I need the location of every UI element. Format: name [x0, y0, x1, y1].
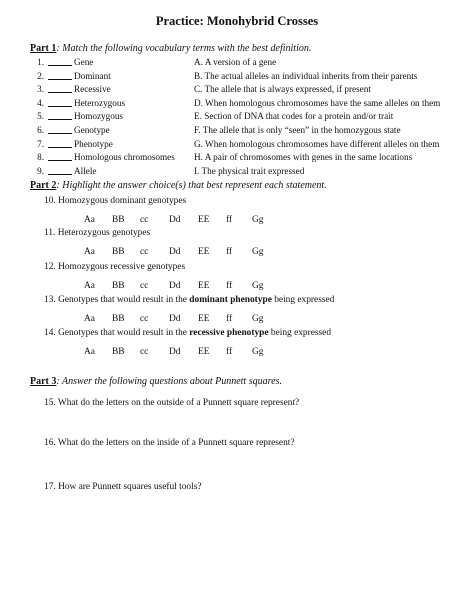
answer-blank[interactable]	[48, 174, 72, 175]
genotype-choice[interactable]: BB	[112, 347, 125, 357]
genotype-choice[interactable]: BB	[112, 215, 125, 225]
answer-blank[interactable]	[48, 79, 72, 80]
genotype-choice[interactable]: EE	[198, 215, 210, 225]
genotype-choice[interactable]: cc	[140, 215, 149, 225]
genotype-choice[interactable]: Aa	[84, 247, 95, 257]
genotype-choice[interactable]: Dd	[169, 347, 181, 357]
vocab-term: Homologous chromosomes	[74, 152, 175, 163]
vocab-number: 4.	[37, 97, 44, 108]
part1-heading	[30, 43, 311, 54]
genotype-choice[interactable]: cc	[140, 281, 149, 291]
part3-question: 17. How are Punnett squares useful tools?	[44, 482, 202, 492]
question-text: 11. Heterozygous genotypes	[44, 228, 151, 238]
part2-question	[44, 196, 186, 206]
genotype-choice[interactable]: Gg	[252, 314, 264, 324]
answer-blank[interactable]	[48, 92, 72, 93]
vocab-definition: D. When homologous chromosomes have the same alleles on them	[194, 97, 441, 108]
genotype-choice[interactable]: Aa	[84, 347, 95, 357]
genotype-choice[interactable]: EE	[198, 247, 210, 257]
vocab-term: Recessive	[74, 84, 111, 95]
answer-blank[interactable]	[48, 106, 72, 107]
answer-blank[interactable]	[48, 133, 72, 134]
genotype-choice[interactable]: ff	[226, 281, 233, 291]
part2-question	[44, 295, 334, 305]
genotype-choices	[0, 215, 474, 227]
genotype-choices	[0, 281, 474, 293]
vocab-row	[0, 57, 474, 70]
genotype-choice[interactable]: Dd	[169, 281, 181, 291]
genotype-choice[interactable]: ff	[226, 314, 233, 324]
part2-instruction: : Highlight the answer choice(s) that best represent each statement.	[56, 180, 327, 191]
vocab-term: Heterozygous	[74, 97, 126, 108]
vocab-row	[0, 71, 474, 84]
vocab-number: 1.	[37, 57, 44, 67]
vocab-number: 6.	[37, 125, 44, 135]
answer-blank[interactable]	[48, 147, 72, 148]
genotype-choice[interactable]: cc	[140, 314, 149, 324]
genotype-choice[interactable]: Aa	[84, 281, 95, 291]
genotype-choice[interactable]: EE	[198, 281, 210, 291]
vocab-definition: B. The actual alleles an individual inherits from their parents	[194, 70, 418, 81]
genotype-choice[interactable]: BB	[112, 247, 125, 257]
question-text: 14. Genotypes that would result in the	[44, 328, 190, 338]
vocab-definition: A. A version of a gene	[194, 57, 277, 67]
genotype-choice[interactable]: ff	[226, 247, 233, 257]
part3-question: 16. What do the letters on the inside of a Punnett square represent?	[44, 438, 295, 448]
vocab-number: 2.	[37, 70, 44, 81]
genotype-choice[interactable]: cc	[140, 247, 149, 257]
vocab-definition: G. When homologous chromosomes have different alleles on them	[194, 138, 440, 149]
part1-label: Part 1	[30, 43, 57, 54]
vocab-number: 9.	[37, 165, 44, 176]
part2-question	[44, 262, 185, 272]
vocab-row	[0, 139, 474, 152]
answer-blank[interactable]	[48, 119, 72, 120]
page-title: Practice: Monohybrid Crosses	[155, 14, 319, 28]
part2-question	[44, 228, 150, 238]
vocab-definition: I. The physical trait expressed	[194, 165, 305, 176]
vocab-term: Homozygous	[74, 111, 123, 122]
vocab-number: 3.	[37, 84, 44, 95]
genotype-choices	[0, 347, 474, 359]
part2-label: Part 2	[30, 180, 57, 191]
vocab-term: Allele	[74, 165, 97, 176]
vocab-row	[0, 111, 474, 124]
genotype-choice[interactable]: Dd	[169, 247, 181, 257]
genotype-choice[interactable]: Gg	[252, 281, 264, 291]
vocab-definition: C. The allele that is always expressed, if present	[194, 84, 371, 95]
vocab-definition: H. A pair of chromosomes with genes in the same locations	[194, 152, 413, 163]
genotype-choice[interactable]: Dd	[169, 215, 181, 225]
genotype-choice[interactable]: Gg	[252, 347, 264, 357]
part2-question	[44, 328, 331, 338]
part3-heading	[30, 376, 282, 387]
answer-blank[interactable]	[48, 65, 72, 66]
question-text: 10. Homozygous dominant genotypes	[44, 196, 187, 206]
question-text-end: being expressed	[271, 295, 335, 305]
part3-instruction: : Answer the following questions about Punnett squares.	[56, 376, 282, 387]
genotype-choice[interactable]: BB	[112, 314, 125, 324]
vocab-definition: E. Section of DNA that codes for a protein and/or trait	[194, 111, 394, 122]
part3-question: 15. What do the letters on the outside of a Punnett square represent?	[44, 398, 300, 408]
genotype-choice[interactable]: EE	[198, 347, 210, 357]
vocab-number: 8.	[37, 152, 44, 163]
vocab-row	[0, 98, 474, 111]
vocab-definition: F. The allele that is only “seen” in the homozygous state	[194, 125, 401, 135]
genotype-choice[interactable]: Gg	[252, 247, 264, 257]
vocab-row	[0, 84, 474, 97]
question-emphasis: dominant phenotype	[189, 295, 272, 305]
genotype-choice[interactable]: Gg	[252, 215, 264, 225]
genotype-choice[interactable]: ff	[226, 215, 233, 225]
genotype-choice[interactable]: Dd	[169, 314, 181, 324]
question-emphasis: recessive phenotype	[189, 328, 269, 338]
genotype-choice[interactable]: cc	[140, 347, 149, 357]
question-text: 12. Homozygous recessive genotypes	[44, 262, 186, 272]
vocab-term: Dominant	[74, 70, 111, 81]
part1-instruction: : Match the following vocabulary terms with the best definition.	[56, 43, 312, 54]
vocab-term: Gene	[74, 57, 94, 67]
vocab-number: 7.	[37, 138, 44, 149]
genotype-choices	[0, 247, 474, 259]
vocab-row	[0, 166, 474, 179]
genotype-choice[interactable]: ff	[226, 347, 233, 357]
vocab-term: Phenotype	[74, 138, 113, 149]
vocab-term: Genotype	[74, 125, 110, 135]
question-text: 13. Genotypes that would result in the	[44, 295, 190, 305]
vocab-row	[0, 152, 474, 165]
part3-label: Part 3	[30, 376, 57, 387]
vocab-number: 5.	[37, 111, 44, 122]
genotype-choice[interactable]: BB	[112, 281, 125, 291]
vocab-row	[0, 125, 474, 138]
genotype-choice[interactable]: Aa	[84, 314, 95, 324]
part2-heading	[30, 180, 327, 191]
genotype-choices	[0, 314, 474, 326]
question-text-end: being expressed	[268, 328, 332, 338]
genotype-choice[interactable]: EE	[198, 314, 210, 324]
answer-blank[interactable]	[48, 160, 72, 161]
genotype-choice[interactable]: Aa	[84, 215, 95, 225]
